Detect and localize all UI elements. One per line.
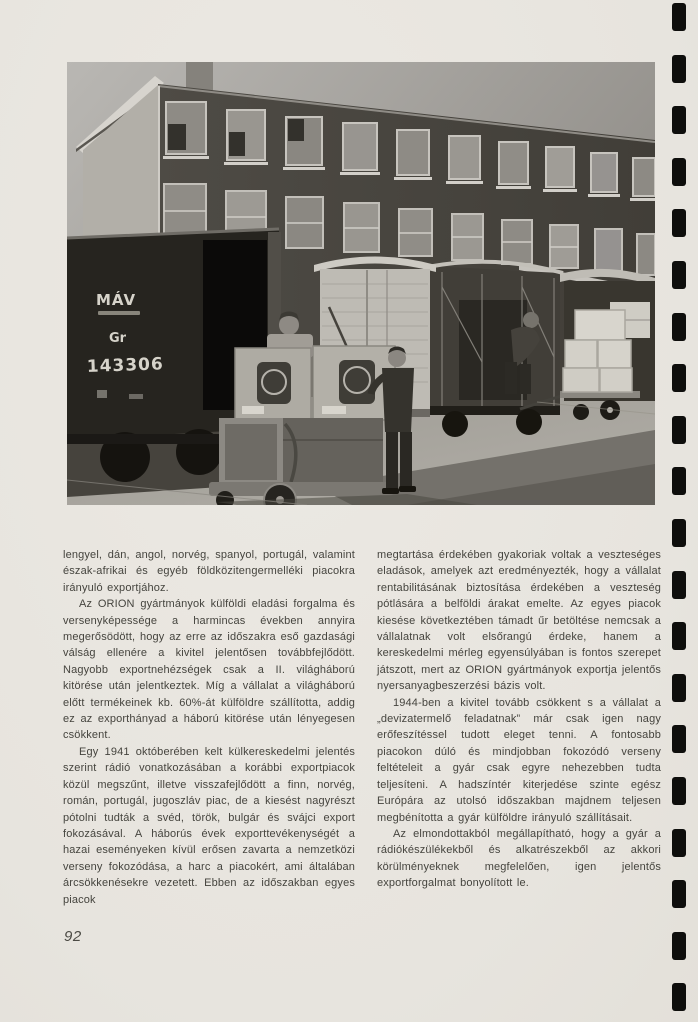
binding-mark (672, 313, 686, 341)
binding-mark (672, 209, 686, 237)
binding-mark (672, 829, 686, 857)
right-column (377, 547, 661, 892)
paragraph: Az elmondottakból megállapítható, hogy a gyár a rádiókészülékekből és alkatrészekből az akkori körülményeknek megfelelően, igen jelentős exportforgalmat bonyolított le. (377, 827, 661, 890)
truck-body (209, 418, 393, 496)
binding-mark (672, 725, 686, 753)
binding-mark (672, 158, 686, 186)
wagon-marking-number: 143306 (86, 354, 165, 377)
binding-mark (672, 3, 686, 31)
binding-mark (672, 777, 686, 805)
binding-mark (672, 519, 686, 547)
left-column (63, 547, 355, 908)
photo-freight-loading (67, 62, 655, 505)
boxcar-right (427, 262, 563, 437)
binding-mark (672, 983, 686, 1011)
wagon-marking-class: Gr (109, 331, 127, 346)
binding-mark (672, 880, 686, 908)
crates (235, 346, 395, 420)
wagon-marking-railway: MÁV (96, 291, 137, 309)
paragraph: Az ORION gyártmányok külföldi eladási forgalma és versenyképessége a harmincas években annyira megerősödött, hogy az erre az időszakra eső gazdasági válság ellenére a kivitel jelentősen továbbfejlődött. Nagyobb exportnehézségek csak a II. világháború kitörése után jelentkeztek. Míg a vállalat a világháború előtt termékeinek kb. 60%-át külföldre szállította, addig ez az exporthányad a háború kitörése után lényegesen csökkent. (63, 598, 355, 742)
paragraph: megtartása érdekében gyakoriak voltak a veszteséges eladások, amelyek azt eredményezték, hogy a vállalat rentabilitásának biztosítása érdekében a veszteség pótlására a belföldi árakat emelte. Az egyes piacok kiesése következtében támadt űr betöltése nemcsak a vállalatnak volt elsőrangú érdeke, hanem a kereskedelmi mérleg egyensúlyában is fontos szerepet játszott, mert az ORION gyártmányok exportja jelentős nyersanyagbeszerzési bázis volt. (377, 549, 661, 693)
binding-mark (672, 674, 686, 702)
binding-marks (672, 0, 686, 1022)
binding-mark (672, 55, 686, 83)
binding-mark (672, 364, 686, 392)
binding-mark (672, 932, 686, 960)
binding-mark (672, 467, 686, 495)
paragraph: 1944-ben a kivitel tovább csökkent s a vállalat a „devizatermelő feladatnak” már csak igen nagy erőfeszítéssel tudott eleget tenni. A fontosabb piacokon dúló és mindjobban fokozódó verseny feltételeit a gyár csak egyre nehezebben tudta teljesíteni. A hadszíntér kiterjedése szinte egész Európára az utolsó időszakban majdnem teljesen megbénította a gyár külföldre irányuló szállításait. (377, 696, 661, 824)
binding-mark (672, 416, 686, 444)
paragraph: lengyel, dán, angol, norvég, spanyol, portugál, valamint észak-afrikai és egyéb földközitengermelléki piacokra irányuló exportjához. (63, 549, 355, 594)
binding-mark (672, 106, 686, 134)
binding-mark (672, 261, 686, 289)
binding-mark (672, 622, 686, 650)
page-number: 92 (64, 928, 82, 945)
binding-mark (672, 571, 686, 599)
photo-illustration (67, 62, 655, 505)
paragraph: Egy 1941 októberében kelt külkereskedelmi jelentés szerint rádió vonatkozásában a korábbi exportpiacok közül megszűnt, illetve visszafejlődött a finn, norvég, román, portugál, jugoszláv piac, de a kiesést nagyrészt pótolni tudták a svéd, török, bulgár és svájci export fokozásával. A háborús évek exporttevékenységét a hazai eseményeken kívül erősen zavarta a nemzetközi verseny fokozódása, a harc a piacokért, ami általában árcsökkenésekre vezetett. Ebben az időszakban egyes piacok (63, 745, 355, 906)
